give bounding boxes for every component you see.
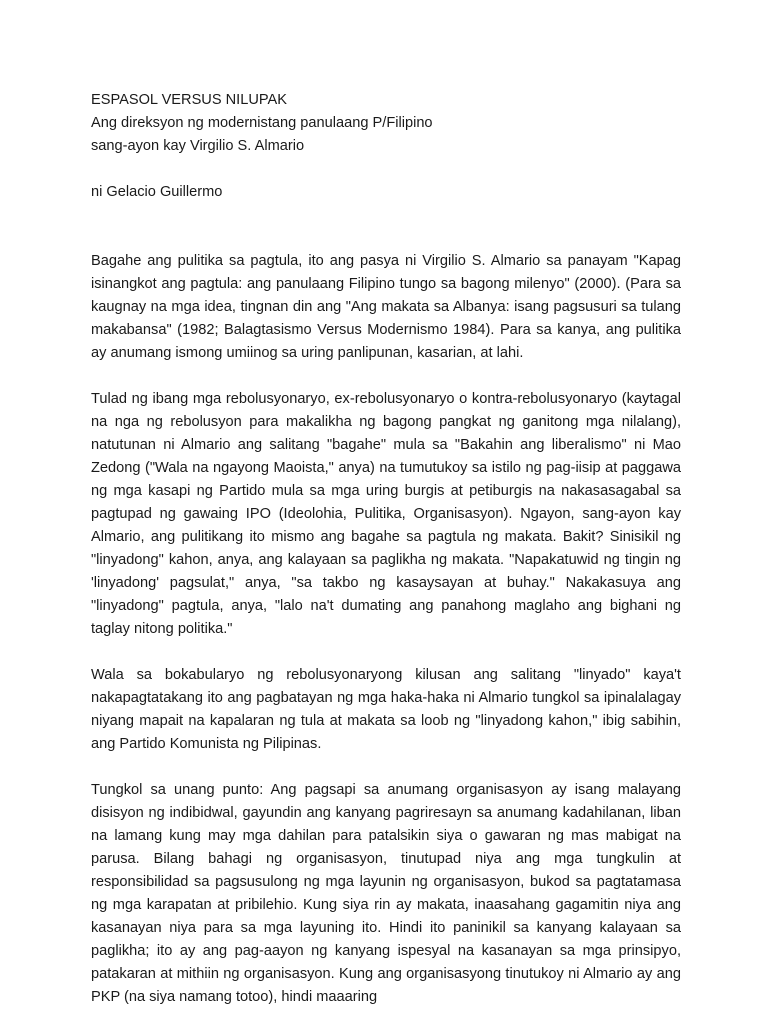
document-author: ni Gelacio Guillermo bbox=[91, 184, 223, 200]
paragraph: Tungkol sa unang punto: Ang pagsapi sa anumang organisasyon ay isang malayang disisyon ng indibidwal, gayundin ang kanyang pagriresayn sa anumang kadahilanan, liban na lamang kung may mga dahilan para patalsikin siya o gawaran ng mas mabigat na parusa. Bilang bahagi ng organisasyon, tinutupad niya ang mga tungkulin at responsibilidad sa pagsusulong ng mga layunin ng organisasyon, bukod sa pagtatamasa ng mga karapatan at pribilehio. Kung siya rin ay makata, inaasahang gagamitin niya ang kasanayan niya para sa mga layuning ito. Hindi ito paninikil sa kanyang kalayaan sa paglikha; ito ay ang pag-aayon ng kanyang ispesyal na kasanayan sa mga prinsipyo, patakaran at mithiin ng organisasyon. Kung ang organisasyong tinutukoy ni Almario ay ang PKP (na siya namang totoo), hindi maaaring bbox=[91, 782, 681, 1005]
document-body bbox=[91, 250, 681, 1009]
document-content bbox=[91, 89, 681, 1032]
document-subtitle-line-2: sang-ayon kay Virgilio S. Almario bbox=[91, 138, 305, 154]
paragraph: Tulad ng ibang mga rebolusyonaryo, ex-rebolusyonaryo o kontra-rebolusyonaryo (kaytagal na nga ng rebolusyon para makalikha ng bagong pangkat ng ganitong mga nilalang), natutunan ni Almario ang salitang "bagahe" mula sa "Bakahin ang liberalismo" ni Mao Zedong ("Wala na ngayong Maoista," anya) na tumutukoy sa istilo ng pag-iisip at paggawa ng mga kasapi ng Partido mula sa mga uring burgis at petiburgis na nakasasagabal sa pagtupad ng gawaing IPO (Ideolohia, Pulitika, Organisasyon). Ngayon, sang-ayon kay Almario, ang pulitikang ito mismo ang bagahe sa pagtula ng makata. Bakit? Sinisikil ng "linyadong" kahon, anya, ang kalayaan sa paglikha ng makata. "Napakatuwid ng tingin ng 'linyadong' pagsulat," anya, "sa takbo ng kasaysayan at buhay." Nakakasuya ang "linyadong" pagtula, anya, "lalo na't dumating ang panahong maglaho ang bighani ng taglay nitong politika." bbox=[91, 391, 681, 637]
document-subtitle-line-1: Ang direksyon ng modernistang panulaang P/Filipino bbox=[91, 115, 433, 131]
paragraph: Bagahe ang pulitika sa pagtula, ito ang pasya ni Virgilio S. Almario sa panayam "Kapag isinangkot ang pagtula: ang panulaang Filipino tungo sa bagong milenyo" (2000). (Para sa kaugnay na mga idea, tingnan din ang "Ang makata sa Albanya: isang pagsusuri sa tulang makabansa" (1982; Balagtasismo Versus Modernismo 1984). Para sa kanya, ang pulitika ay anumang ismong umiinog sa uring panlipunan, kasarian, at lahi. bbox=[91, 253, 681, 361]
document-title: ESPASOL VERSUS NILUPAK bbox=[91, 92, 288, 108]
paragraph: Wala sa bokabularyo ng rebolusyonaryong kilusan ang salitang "linyado" kaya't nakapagtatakang ito ang pagbatayan ng mga haka-haka ni Almario tungkol sa ipinalalagay niyang mapait na kapalaran ng tula at makata sa loob ng "linyadong kahon," ibig sabihin, ang Partido Komunista ng Pilipinas. bbox=[91, 667, 681, 752]
